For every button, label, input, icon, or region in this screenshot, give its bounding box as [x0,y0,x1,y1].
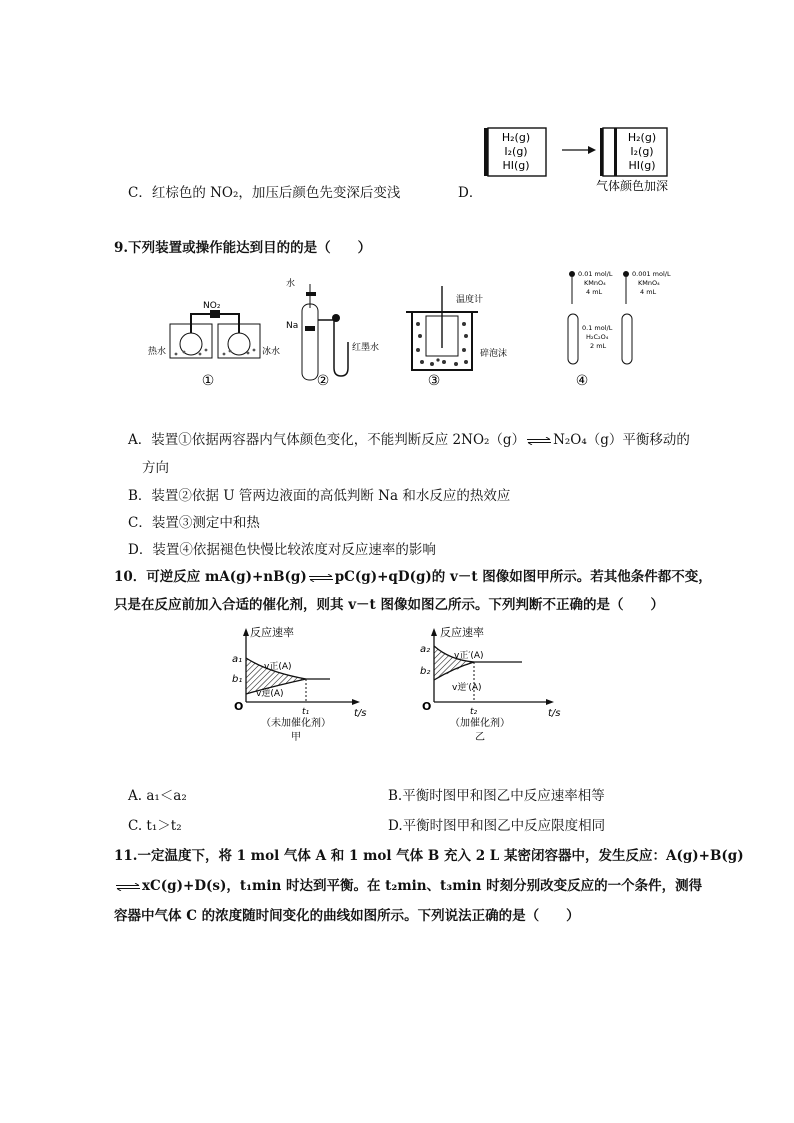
q9-option-b: B．装置②依据 U 管两边液面的高低判断 Na 和水反应的热效应 [128,488,511,504]
graph1-name: 甲 [291,732,301,742]
graph1-x-arrow [352,699,360,705]
q10-option-a: A. a₁＜a₂ [128,788,187,804]
q10-option-b: B.平衡时图甲和图乙中反应速率相等 [388,788,605,804]
fig4-tube-line3: 2 mL [590,342,607,350]
fig2-water-label: 水 [286,279,296,289]
box1-i2: I₂(g) [504,145,528,158]
graph2-vf: v正′(A) [454,651,484,661]
graph2-y-arrow [431,628,437,636]
graph2-x-arrow [546,699,554,705]
graph1-a: a₁ [232,654,243,665]
q9-option-a-part1: A．装置①依据两容器内气体颜色变化，不能判断反应 2NO₂（g） [128,432,526,448]
q9-option-a-part2: N₂O₄（g）平衡移动的 [553,432,690,448]
fig2-stopper [332,314,340,322]
box2-caption: 气体颜色加深 [595,179,669,193]
fig1-flask-right [228,333,250,355]
q10-option-c: C. t₁＞t₂ [128,818,182,834]
q9-option-d: D．装置④依据褪色快慢比较浓度对反应速率的影响 [128,542,436,558]
fig4-d1-line2: KMnO₄ [584,279,606,287]
q9-option-a [128,428,690,448]
graph2-t: t₂ [470,707,478,717]
graph2-vr: v逆′(A) [452,683,482,693]
graph2-name: 乙 [475,732,485,742]
fig4-d1-line3: 4 mL [586,288,603,296]
fig-label-3: ③ [427,373,441,389]
q10-stem-part2: pC(g)+qD(g)的 v－t 图像如图甲所示。若其他条件都不变， [334,569,712,585]
fig2-u-tube [318,320,348,376]
fig-label-1: ① [201,373,215,389]
fig4-dropper1-bulb [569,271,575,277]
box1-hi: HI(g) [502,159,530,172]
q8-option-c: C．红棕色的 NO₂，加压后颜色先变深后变浅 [128,185,401,201]
fig4-d2-line3: 4 mL [640,288,657,296]
fig4-d2-line1: 0.001 mol/L [632,270,671,278]
fig3-foam-label: 碎泡沫 [480,349,508,359]
q9-apparatus-figure [140,264,700,394]
fig1-clamp [210,310,220,318]
q10-graph-yi [414,622,570,742]
graph1-vr: v逆(A) [256,689,284,699]
fig1-hot-label: 热水 [148,347,167,357]
equilibrium-arrow-icon [115,883,141,891]
q10-graph-jia [226,624,376,742]
q8-option-d-figure [482,124,682,196]
fig2-na-piece [305,326,315,331]
fig4-d2-line2: KMnO₄ [638,279,660,287]
fig2-test-tube [302,304,318,380]
fig2-funnel-top [306,292,316,296]
q11-line2-text: xC(g)+D(s)，t₁min 时达到平衡。在 t₂min、t₃min 时刻分别改变反应的一个条件，测得 [142,878,703,894]
q10-stem-part1: 10．可逆反应 mA(g)+nB(g) [114,569,307,585]
graph2-a: a₂ [420,644,431,655]
fig1-no2-label: NO₂ [203,301,221,311]
fig2-na-utube [286,277,379,380]
q8-option-d-letter: D． [458,185,483,201]
fig4-tube1 [568,314,578,364]
graph1-note: （未加催化剂） [261,718,331,729]
box2-i2: I₂(g) [630,145,654,158]
equilibrium-arrow-icon [308,574,334,582]
fig3-thermometer-label: 温度计 [456,295,484,305]
box1-h2: H₂(g) [501,131,531,144]
fig4-tube2 [622,314,632,364]
graph1-ylabel: 反应速率 [250,626,294,639]
graph2-ylabel: 反应速率 [440,626,484,639]
fig1-no2-apparatus [148,301,280,358]
graph1-y-arrow [243,628,249,636]
graph2-origin: O [422,700,432,713]
q11-line3: 容器中气体 C 的浓度随时间变化的曲线如图所示。下列说法正确的是（ ） [114,908,580,924]
equilibrium-arrow-icon [526,437,552,445]
q9-option-a-cont: 方向 [142,460,169,476]
fig4-tube-line2: H₂C₂O₄ [586,333,609,341]
q10-stem-line1 [114,565,712,585]
q10-option-d: D.平衡时图甲和图乙中反应限度相同 [388,818,606,834]
graph2-b: b₂ [420,666,431,677]
fig-label-4: ④ [575,373,589,389]
graph2-xunit: t/s [548,708,561,719]
fig4-kmno4-tubes [568,270,671,364]
fig4-dropper2-bulb [623,271,629,277]
q9-stem: 9.下列装置或操作能达到目的的是（ ） [114,240,372,256]
fig3-calorimeter [406,286,507,370]
graph2-note: （加催化剂） [450,718,510,729]
graph1-origin: O [234,700,244,713]
fig1-ice-label: 冰水 [262,347,281,357]
fig4-d1-line1: 0.01 mol/L [578,270,613,278]
graph1-vf: v正(A) [264,662,292,672]
fig2-ink-label: 红墨水 [352,343,380,353]
graph1-xunit: t/s [354,708,367,719]
box2-piston [614,128,617,176]
box2-h2: H₂(g) [627,131,657,144]
graph1-b: b₁ [232,674,243,685]
q11-line2 [114,874,702,894]
q10-stem-line2: 只是在反应前加入合适的催化剂，则其 v－t 图像如图乙所示。下列判断不正确的是（ ） [114,597,664,613]
q11-line1: 11.一定温度下，将 1 mol 气体 A 和 1 mol 气体 B 充入 2 L 某密闭容器中，发生反应：A(g)+B(g) [114,848,744,864]
arrow-head [588,146,596,154]
box2-hi: HI(g) [628,159,656,172]
fig2-na-label: Na [286,321,299,331]
fig4-tube-line1: 0.1 mol/L [582,324,613,332]
fig-label-2: ② [316,373,330,389]
q9-option-c: C．装置③测定中和热 [128,515,260,531]
graph1-t: t₁ [302,707,310,717]
